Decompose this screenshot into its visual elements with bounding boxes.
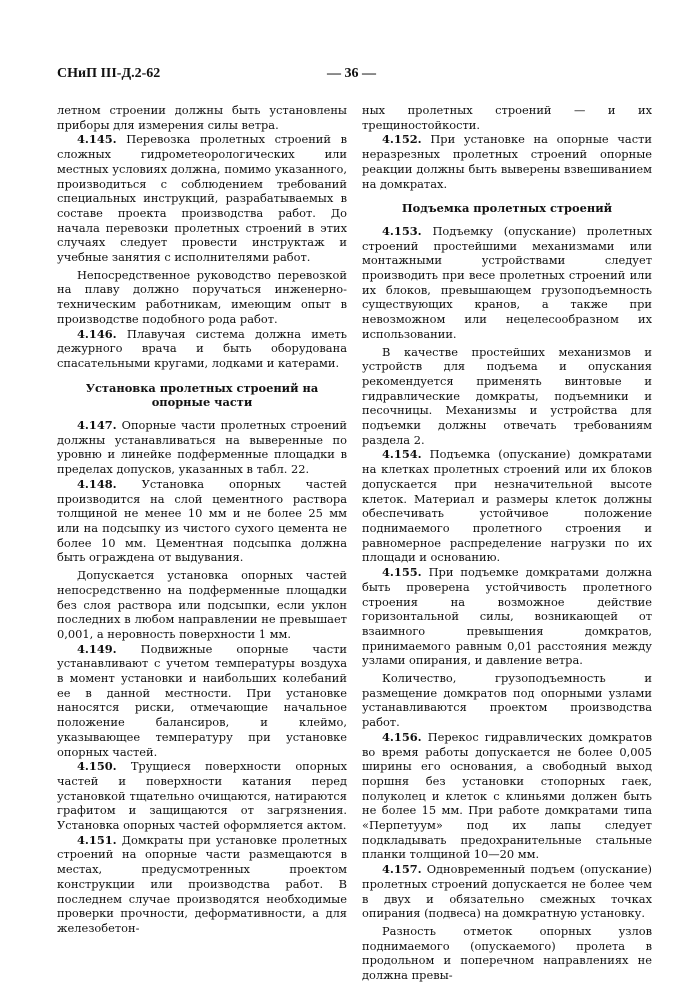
clause-4-149 [57,642,347,760]
clause-4-157 [362,862,652,921]
clause-text: При подъемке домкратами должна быть проверена устойчивость пролетного строения на возможное действие горизонтальной силы, возникающей от взаимного превышения домкратов, принимаемого равным 0,01 расстояния между узлами опирания, и давление ветра. [362,565,652,668]
page-number: — 36 — [327,66,376,81]
paragraph: ных пролетных строений — и их трещиностойкости. [362,103,652,132]
clause-text: Подвижные опорные части устанавливают с учетом температуры воздуха в момент установки и наибольших колебаний ее в данной местности. При установке наносятся риски, отмечающие начальное положение балансиров, и клеймо, указывающее температуру при установке опорных частей. [57,641,347,759]
clause-number: 4.149. [77,641,117,656]
clause-text: Перевозка пролетных строений в сложных гидрометеорологических или местных условиях должна, помимо указанного, производиться с соблюдением требований специальных инструкций, разрабатываемых в составе проекта производства работ. До начала перевозки пролетных строений в этих случаях следует провести инструктаж и учебные занятия с исполнителями работ. [57,132,348,265]
document-code: СНиП III-Д.2-62 [57,66,161,81]
paragraph: В качестве простейших механизмов и устройств для подъема и опускания рекомендуется применять винтовые и гидравлические домкраты, подъемники и песочницы. Механизмы и устройства для подъемки должны отвечать требованиям раздела 2. [362,344,652,447]
section-heading: Установка пролетных строений на опорные части [85,380,319,410]
running-head [57,66,643,86]
clause-4-147 [57,418,347,477]
clause-number: 4.148. [77,476,117,491]
clause-4-146 [57,327,347,371]
clause-4-150 [57,759,347,833]
paragraph: Допускается установка опорных частей непосредственно на подферменные площадки без слоя раствора или подсыпки, если уклон последних в любом направлении не превышает 0,001, а неровность поверхности 1 мм. [57,568,347,641]
clause-text: Подъемка (опускание) домкратами на клетках пролетных строений или их блоков допускается при незначительной высоте клеток. Материал и размеры клеток должны обеспечивать устойчивое положение поднимаемого пролетного строения и равномерное распределение нагрузки по их площади и основанию. [362,447,652,565]
clause-text: Одновременный подъем (опускание) пролетных строений допускается не более чем в двух и обязательно смежных точках опирания (подвеса) на домкратную установку. [362,862,653,921]
clause-text: Опорные части пролетных строений должны устанавливаться на выверенные по уровню и линейке подферменные площадки в пределах допусков, указанных в табл. 22. [57,418,348,477]
clause-4-152 [362,132,652,191]
clause-4-156 [362,730,652,862]
paragraph: Разность отметок опорных узлов поднимаемого (опускаемого) пролета в продольном и поперечном направлениях не должна превы- [362,923,652,983]
clause-text: Трущиеся поверхности опорных частей и поверхности катания перед установкой тщательно очищаются, натираются графитом и защищаются от загрязнения. Установка опорных частей оформляется актом. [57,759,347,833]
clause-number: 4.151. [77,832,117,847]
clause-number: 4.145. [77,132,117,147]
clause-number: 4.153. [382,223,422,238]
clause-number: 4.152. [382,132,422,147]
clause-4-151 [57,833,347,936]
clause-text: Плавучая система должна иметь дежурного врача и быть оборудована спасательными кругами, лодками и катерами. [57,326,347,370]
clause-text: Домкраты при установке пролетных строений на опорные части размещаются в местах, предусмотренных проектом конструкции или производства работ. В последнем случае производятся необходимые проверки прочности, деформативности, а для железобетон- [57,832,347,935]
clause-4-155 [362,565,652,668]
clause-4-153 [362,224,652,342]
clause-text: Перекос гидравлических домкратов во время работы допускается не более 0,005 ширины его основания, а свободный выход поршня без установки стопорных гаек, полуколец и клеток с клиньями должен быть не более 15 мм. При работе домкратами типа «Перпетуум» под их лапы следует подкладывать предохранительные стальные планки толщиной 10—20 мм. [362,729,653,862]
paragraph: Непосредственное руководство перевозкой на плаву должно поручаться инженерно-техническим работникам, имеющим опыт в производстве подобного рода работ. [57,267,347,326]
clause-number: 4.147. [77,418,117,433]
paragraph: Количество, грузоподъемность и размещение домкратов под опорными узлами устанавливаются проектом производства работ. [362,671,652,730]
right-column [362,103,652,983]
clause-number: 4.157. [382,862,422,877]
clause-number: 4.156. [382,729,422,744]
clause-4-154 [362,447,652,565]
clause-number: 4.150. [77,759,117,774]
clause-4-145 [57,132,347,264]
left-column [57,103,347,936]
clause-4-148 [57,477,347,565]
paragraph: летном строении должны быть установлены приборы для измерения силы ветра. [57,103,347,132]
clause-text: При установке на опорные части неразрезных пролетных строений опорные реакции должны быть выверены взвешиванием на домкратах. [362,132,652,191]
clause-text: Подъемку (опускание) пролетных строений простейшими механизмами или монтажными устройствами следует производить при весе пролетных строений или их блоков, превышающем грузоподъемность существующих кранов, а также при невозможном или нецелесообразном их использовании. [362,223,652,341]
clause-text: Установка опорных частей производится на слой цементного раствора толщиной не менее 10 мм и не более 25 мм или на подсыпку из чистого сухого цемента не более 10 мм. Цементная подсыпка должна быть ограждена от выдувания. [57,476,348,565]
clause-number: 4.146. [77,326,117,341]
clause-number: 4.155. [382,565,422,580]
section-heading: Подъемка пролетных строений [401,201,613,216]
clause-number: 4.154. [382,447,422,462]
